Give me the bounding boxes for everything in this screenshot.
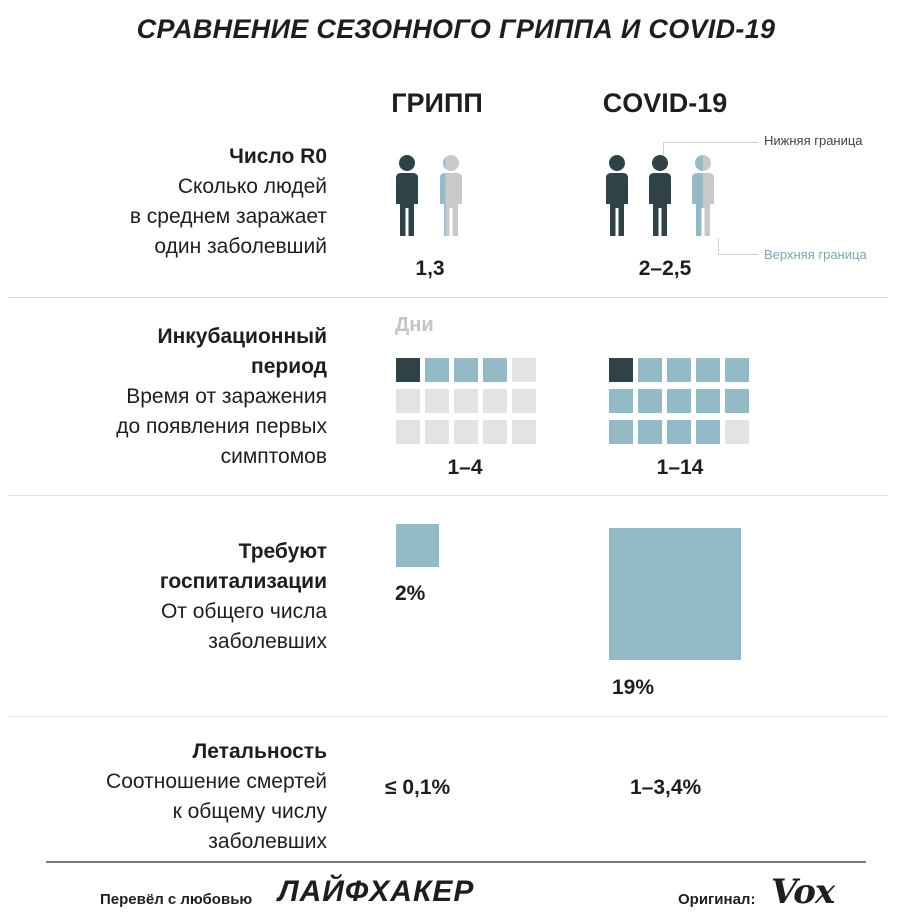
row-desc-line: симптомов bbox=[220, 445, 327, 468]
vox-logo: Vox bbox=[771, 872, 835, 912]
day-cell bbox=[396, 358, 420, 382]
upper-bound-note: Верхняя граница bbox=[764, 247, 867, 262]
column-head-covid: COVID-19 bbox=[602, 88, 728, 118]
flu-incubation-value: 1–4 bbox=[447, 456, 483, 479]
day-cell bbox=[638, 420, 662, 444]
covid-r0-value: 2–2,5 bbox=[638, 257, 692, 280]
day-cell bbox=[696, 420, 720, 444]
person-icon bbox=[647, 152, 673, 242]
covid-r0-pictogram bbox=[600, 152, 730, 242]
day-cell bbox=[667, 358, 691, 382]
row-divider bbox=[8, 716, 888, 717]
row-heading-line: период bbox=[251, 355, 327, 378]
lower-bound-leader-tick bbox=[663, 142, 664, 156]
day-cell bbox=[483, 358, 507, 382]
day-cell bbox=[396, 389, 420, 413]
upper-bound-leader-tick bbox=[718, 238, 719, 254]
row-desc-line: Сколько людей bbox=[177, 175, 327, 198]
covid-incubation-value: 1–14 bbox=[656, 456, 704, 479]
row-heading-line: госпитализации bbox=[159, 570, 327, 593]
row-desc-line: заболевших bbox=[208, 630, 327, 653]
lower-bound-leader bbox=[663, 142, 758, 143]
person-icon bbox=[604, 152, 630, 242]
day-cell bbox=[696, 358, 720, 382]
row-heading: Летальность bbox=[192, 740, 327, 763]
day-cell bbox=[396, 420, 420, 444]
day-cell bbox=[425, 358, 449, 382]
day-cell bbox=[638, 389, 662, 413]
flu-r0-pictogram bbox=[390, 152, 480, 242]
day-cell bbox=[725, 389, 749, 413]
footer-divider bbox=[46, 861, 866, 863]
row-label-r0 bbox=[7, 142, 327, 262]
row-label-hospitalization bbox=[7, 537, 327, 657]
row-desc-line: Соотношение смертей bbox=[106, 770, 327, 793]
person-icon-partial bbox=[438, 152, 464, 242]
chart-title: СРАВНЕНИЕ СЕЗОННОГО ГРИППА И COVID-19 bbox=[136, 14, 776, 44]
upper-bound-leader bbox=[718, 254, 758, 255]
footer-original: Оригинал: bbox=[678, 891, 756, 908]
day-cell bbox=[725, 358, 749, 382]
day-cell bbox=[454, 358, 478, 382]
row-desc-line: Время от заражения bbox=[126, 385, 327, 408]
flu-hospitalization-square bbox=[396, 524, 439, 567]
row-desc-line: к общему числу bbox=[172, 800, 327, 823]
day-cell bbox=[483, 389, 507, 413]
footer-credit: Перевёл с любовью bbox=[100, 891, 253, 908]
flu-lethality-value: ≤ 0,1% bbox=[385, 776, 451, 799]
day-cell bbox=[667, 389, 691, 413]
day-cell bbox=[696, 389, 720, 413]
row-desc-line: От общего числа bbox=[160, 600, 327, 623]
row-desc-line: заболевших bbox=[208, 830, 327, 853]
day-cell bbox=[483, 420, 507, 444]
covid-hospitalization-value: 19% bbox=[612, 676, 655, 699]
row-divider bbox=[8, 297, 888, 298]
person-icon bbox=[394, 152, 420, 242]
column-head-flu: ГРИПП bbox=[391, 88, 483, 118]
day-cell bbox=[512, 420, 536, 444]
day-cell bbox=[454, 420, 478, 444]
day-cell bbox=[667, 420, 691, 444]
row-heading-line: Требуют bbox=[238, 540, 327, 563]
day-cell bbox=[454, 389, 478, 413]
day-cell bbox=[512, 389, 536, 413]
row-desc-line: в среднем заражает bbox=[129, 205, 327, 228]
day-cell bbox=[512, 358, 536, 382]
covid-lethality-value: 1–3,4% bbox=[630, 776, 702, 799]
day-cell bbox=[609, 358, 633, 382]
row-heading: Число R0 bbox=[229, 145, 327, 168]
flu-incubation-waffle bbox=[396, 358, 540, 446]
row-divider bbox=[8, 495, 888, 496]
lifehacker-logo: ЛАЙФХАКЕР bbox=[278, 875, 475, 908]
day-cell bbox=[725, 420, 749, 444]
row-label-incubation bbox=[7, 322, 327, 472]
day-cell bbox=[425, 420, 449, 444]
lower-bound-note: Нижняя граница bbox=[764, 133, 863, 148]
row-desc-line: до появления первых bbox=[116, 415, 327, 438]
day-cell bbox=[609, 389, 633, 413]
day-cell bbox=[609, 420, 633, 444]
row-label-lethality bbox=[7, 737, 327, 857]
flu-hospitalization-value: 2% bbox=[395, 582, 426, 605]
person-icon-partial bbox=[690, 152, 716, 242]
row-desc-line: один заболевший bbox=[154, 235, 327, 258]
day-cell bbox=[638, 358, 662, 382]
days-label: Дни bbox=[395, 314, 434, 336]
row-heading-line: Инкубационный bbox=[157, 325, 327, 348]
covid-hospitalization-square bbox=[609, 528, 741, 660]
covid-incubation-waffle bbox=[609, 358, 753, 446]
flu-r0-value: 1,3 bbox=[415, 257, 445, 280]
day-cell bbox=[425, 389, 449, 413]
